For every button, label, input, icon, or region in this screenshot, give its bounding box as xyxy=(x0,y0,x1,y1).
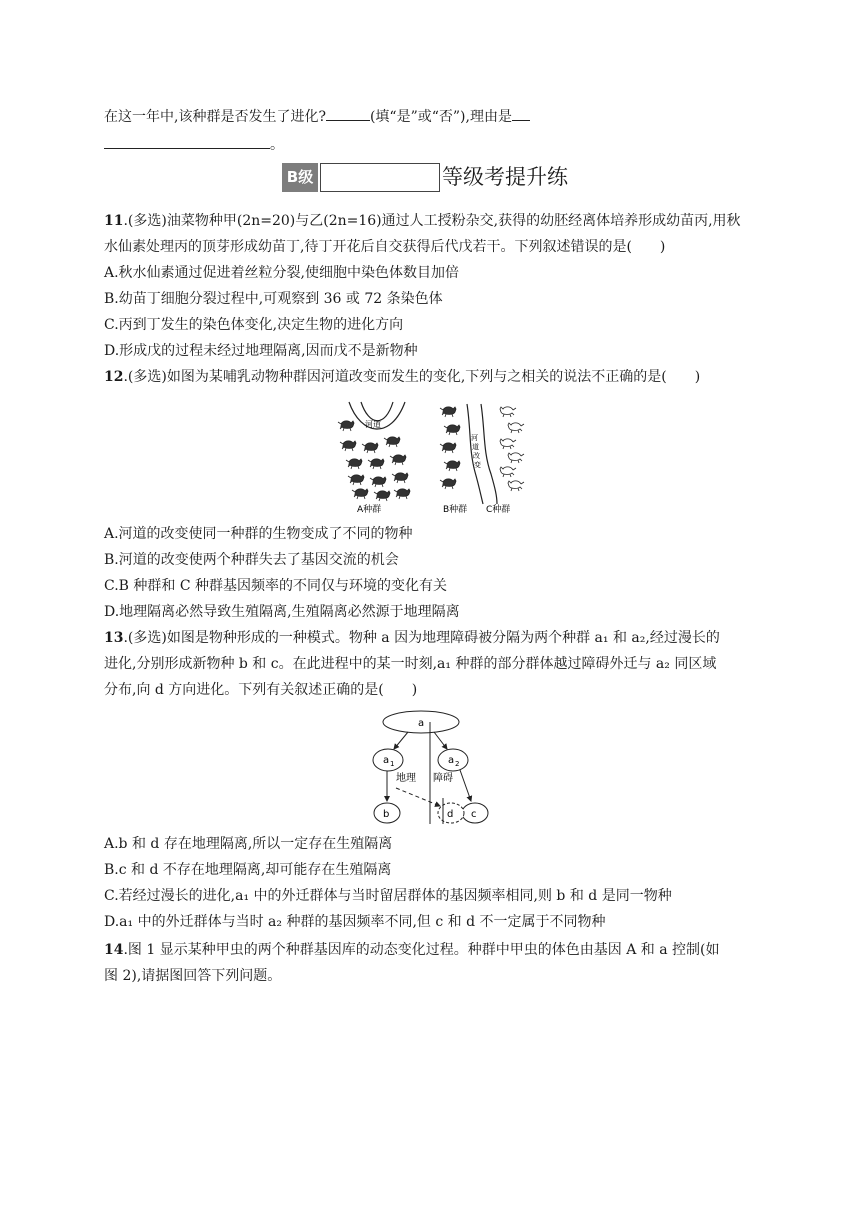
river-changed-char: 变 xyxy=(474,461,481,469)
animal-icon xyxy=(500,467,516,477)
arrow xyxy=(460,770,471,801)
q13-stem-text: .(多选)如图是物种形成的一种模式。物种 a 因为地理障碍被分隔为两个种群 a₁ 和 a₂,经过漫长的 xyxy=(123,630,720,646)
q10-text-b: (填“是”或“否”),理由是 xyxy=(369,109,512,125)
node-a1-label: a xyxy=(383,755,390,766)
animal-icon xyxy=(348,475,364,485)
arrow xyxy=(434,732,447,749)
q11-option-b[interactable]: B.幼苗丁细胞分裂过程中,可观察到 36 或 72 条染色体 xyxy=(104,291,443,307)
river-population-figure xyxy=(335,400,530,518)
question-number: 11 xyxy=(104,213,124,229)
q14-stem-text: .图 1 显示某种甲虫的两个种群基因库的动态变化过程。种群中甲虫的体色由基因 A 和 a 控制(如 xyxy=(123,942,720,958)
q12-stem-text: .(多选)如图为某哺乳动物种群因河道改变而发生的变化,下列与之相关的说法不正确的是( ) xyxy=(123,369,701,385)
animal-icon xyxy=(346,459,362,469)
animal-icon xyxy=(444,425,460,435)
river-figure-svg xyxy=(335,400,530,518)
animal-icon xyxy=(500,439,516,449)
q11-option-c[interactable]: C.丙到丁发生的染色体变化,决定生物的进化方向 xyxy=(104,317,404,333)
river-bank xyxy=(481,404,497,504)
q13-option-a[interactable]: A.b 和 d 存在地理隔离,所以一定存在生殖隔离 xyxy=(104,836,393,852)
barrier-label-left: 地理 xyxy=(396,773,416,784)
speciation-svg xyxy=(368,708,490,826)
q12-option-c[interactable]: C.B 种群和 C 种群基因频率的不同仅与环境的变化有关 xyxy=(104,578,448,594)
barrier-label-right: 障碍 xyxy=(433,773,453,784)
q11-option-a[interactable]: A.秋水仙素通过促进着丝粒分裂,使细胞中染色体数目加倍 xyxy=(104,265,460,281)
q13-stem-line2: 进化,分别形成新物种 b 和 c。在此进程中的某一时刻,a₁ 种群的部分群体越过障碍外迁与 a₂ 同区域 xyxy=(104,656,717,672)
answer-blank[interactable] xyxy=(512,106,530,121)
q13-option-b[interactable]: B.c 和 d 不存在地理隔离,却可能存在生殖隔离 xyxy=(104,862,392,878)
river-changed-char: 河 xyxy=(471,434,478,442)
animal-icon xyxy=(440,407,456,417)
q10-end: 。 xyxy=(270,137,284,153)
section-title: 等级考提升练 xyxy=(442,165,568,189)
river-bank xyxy=(361,402,393,421)
population-a-label: A种群 xyxy=(357,505,382,515)
population-c-label: C种群 xyxy=(486,505,511,515)
animal-icon xyxy=(508,423,524,433)
animal-icon xyxy=(374,491,390,501)
q12-option-d[interactable]: D.地理隔离必然导致生殖隔离,生殖隔离必然源于地理隔离 xyxy=(104,604,460,620)
q10-line2 xyxy=(104,134,284,155)
question-number: 14 xyxy=(104,942,124,958)
node-a2-label: a xyxy=(448,755,455,766)
q10-line1 xyxy=(104,106,530,127)
animal-icon xyxy=(394,489,410,499)
speciation-diagram xyxy=(368,708,490,826)
population-b-label: B种群 xyxy=(443,505,468,515)
q11-stem-line1 xyxy=(104,211,741,231)
animal-icon xyxy=(362,443,378,453)
population-b-animals xyxy=(440,407,460,489)
level-badge: B级 xyxy=(282,163,318,192)
river-changed-char: 道 xyxy=(472,443,479,451)
q11-stem-line2: 水仙素处理丙的顶芽形成幼苗丁,待丁开花后自交获得后代戊若干。下列叙述错误的是( ) xyxy=(104,239,666,255)
animal-icon xyxy=(392,473,408,483)
animal-icon xyxy=(384,437,400,447)
animal-icon xyxy=(368,459,384,469)
animal-icon xyxy=(370,477,386,487)
migration-arrow xyxy=(396,788,440,806)
animal-icon xyxy=(338,421,354,431)
q13-option-c[interactable]: C.若经过漫长的进化,a₁ 中的外迁群体与当时留居群体的基因频率相同,则 b 和 d 是同一物种 xyxy=(104,888,672,904)
population-c-animals xyxy=(500,407,524,491)
q11-option-d[interactable]: D.形成戊的过程未经过地理隔离,因而戊不是新物种 xyxy=(104,343,418,359)
animal-icon xyxy=(500,407,516,417)
badge-box xyxy=(320,163,440,192)
node-a2-sub: 2 xyxy=(455,760,460,768)
node-a1-sub: 1 xyxy=(390,760,395,768)
answer-blank[interactable] xyxy=(104,134,270,149)
river-changed-char: 改 xyxy=(473,452,480,460)
animal-icon xyxy=(440,443,456,453)
q13-stem-line1 xyxy=(104,628,720,648)
q13-stem-line3: 分布,向 d 方向进化。下列有关叙述正确的是( ) xyxy=(104,682,418,698)
q14-stem-line1 xyxy=(104,940,719,960)
answer-blank[interactable] xyxy=(326,106,370,121)
animal-icon xyxy=(444,461,460,471)
q12-option-a[interactable]: A.河道的改变使同一种群的生物变成了不同的物种 xyxy=(104,526,413,542)
node-d-label: d xyxy=(447,809,454,820)
animal-icon xyxy=(440,479,456,489)
question-number: 13 xyxy=(104,630,124,646)
q14-stem-line2: 图 2),请据图回答下列问题。 xyxy=(104,968,282,984)
node-a-label: a xyxy=(418,718,425,729)
q10-text-a: 在这一年中,该种群是否发生了进化? xyxy=(104,109,326,125)
question-number: 12 xyxy=(104,369,124,385)
animal-icon xyxy=(390,455,406,465)
river-label: 河道 xyxy=(365,420,381,429)
arrow xyxy=(394,732,408,749)
q12-stem-line1 xyxy=(104,367,700,387)
animal-icon xyxy=(508,453,524,463)
q11-stem-text: .(多选)油菜物种甲(2n=20)与乙(2n=16)通过人工授粉杂交,获得的幼胚经离体培养形成幼苗丙,用秋 xyxy=(123,213,741,229)
q13-option-d[interactable]: D.a₁ 中的外迁群体与当时 a₂ 种群的基因频率不同,但 c 和 d 不一定属于不同物种 xyxy=(104,914,606,930)
node-b-label: b xyxy=(383,809,390,820)
node-c-label: c xyxy=(471,809,477,820)
q12-option-b[interactable]: B.河道的改变使两个种群失去了基因交流的机会 xyxy=(104,552,399,568)
animal-icon xyxy=(352,489,368,499)
population-a-animals xyxy=(338,421,410,501)
animal-icon xyxy=(340,441,356,451)
animal-icon xyxy=(508,481,524,491)
